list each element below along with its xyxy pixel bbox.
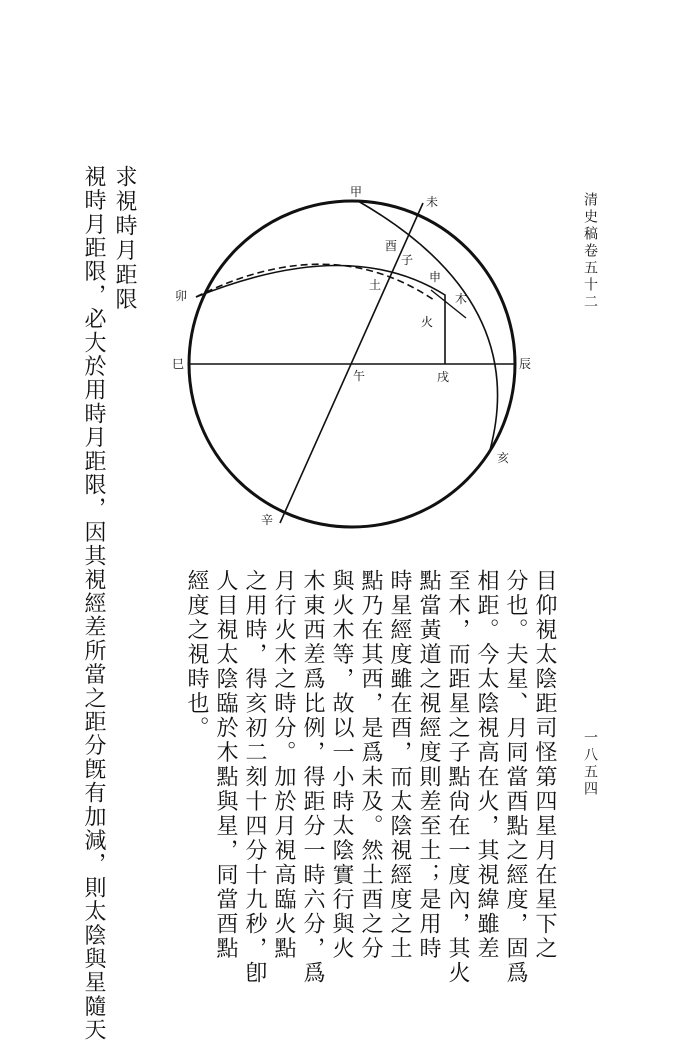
page-number: 一八五四 xyxy=(582,730,598,798)
label-shen: 申 xyxy=(429,270,442,284)
text-column: 時星經度雖在酉，而太陰視經度之土 xyxy=(387,569,412,961)
text-column: 經度之視時也。 xyxy=(184,569,209,741)
label-chen: 辰 xyxy=(519,357,532,371)
text-column: 月行火木之時分。加於月視高臨火點 xyxy=(271,569,296,961)
text-column: 分也。夫星、月同當酉點之經度，固爲 xyxy=(503,569,528,986)
label-wu: 午 xyxy=(353,369,366,383)
text-column: 點當黃道之視經度則差至土；是用時 xyxy=(416,569,441,961)
text-column: 人目視太陰臨於木點與星，同當酉點 xyxy=(213,569,238,961)
ecliptic-arc xyxy=(196,265,445,364)
running-title: 清史稿卷五十二 xyxy=(582,192,598,311)
meridian-line xyxy=(280,203,423,523)
label-xu: 戌 xyxy=(437,370,450,384)
text-column: 相距。今太陰視高在火，其視緯雖差 xyxy=(474,569,499,961)
section-heading: 求視時月距限 xyxy=(112,165,137,312)
label-you: 酉 xyxy=(385,239,398,253)
apparent-arc xyxy=(196,264,434,300)
text-column: 與火木等，故以一小時太陰實行與火 xyxy=(329,569,354,961)
text-column: 點乃在其西，是爲未及。然土酉之分 xyxy=(358,569,383,961)
text-column: 視時月距限，必大於用時月距限，因其視經差所當之距分旣有加減，則太陰與星隨天 xyxy=(81,165,106,1042)
text-column: 之用時，得亥初二刻十四分十九秒，卽 xyxy=(242,569,267,986)
label-xin: 辛 xyxy=(261,513,274,527)
label-wei: 未 xyxy=(426,195,439,209)
label-mu: 木 xyxy=(455,292,468,306)
text-column: 木東西差爲比例，得距分一時六分，爲 xyxy=(300,569,325,986)
text-column: 目仰視太陰距司怪第四星月在星下之 xyxy=(532,569,557,961)
label-tu: 土 xyxy=(369,278,382,292)
label-hai: 亥 xyxy=(497,451,510,465)
text-column: 至木，而距星之子點尙在一度內，其火 xyxy=(445,569,470,986)
label-huo: 火 xyxy=(421,315,434,329)
label-jia: 甲 xyxy=(350,185,363,199)
label-si: 巳 xyxy=(172,357,185,371)
label-zi: 子 xyxy=(401,253,414,267)
label-mao: 卯 xyxy=(175,289,188,303)
